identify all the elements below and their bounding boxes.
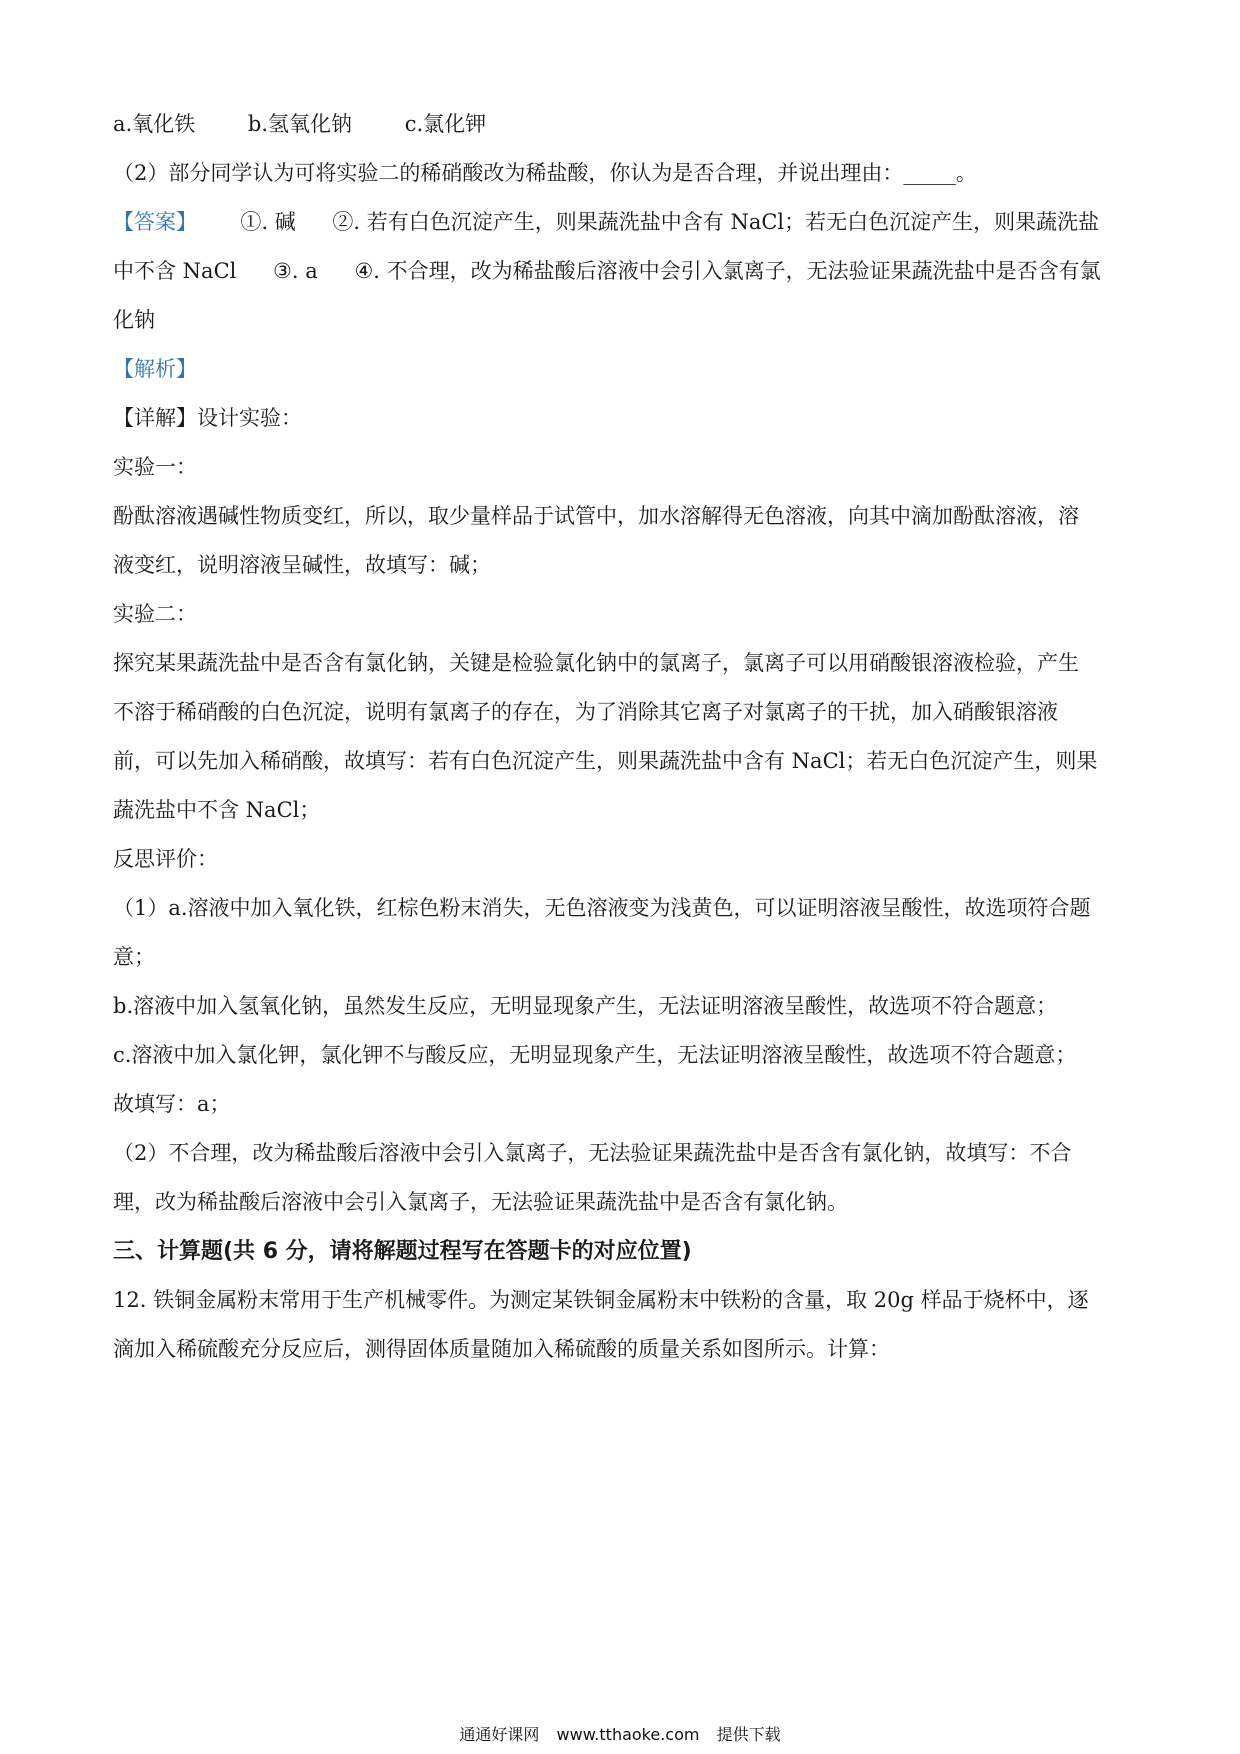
body-line: 不溶于稀硝酸的白色沉淀，说明有氯离子的存在，为了消除其它离子对氯离子的干扰，加入硝酸银溶液 [113, 700, 1058, 724]
footer-suffix: 提供下载 [716, 1725, 781, 1744]
body-line: （2）不合理，改为稀盐酸后溶液中会引入氯离子，无法验证果蔬洗盐中是否含有氯化钠，故填写：不合 [113, 1141, 1072, 1165]
answer-tag: 【答案】 [113, 210, 197, 234]
option-a: a.氧化铁 [113, 112, 196, 136]
answer-item-2: ②. 若有白色沉淀产生，则果蔬洗盐中含有 NaCl；若无白色沉淀产生，则果蔬洗盐 [332, 210, 1100, 234]
detail-tag: 【详解】 [113, 406, 197, 430]
footer-url[interactable]: www.tthaoke.com [556, 1725, 700, 1744]
body-line: 液变红，说明溶液呈碱性，故填写：碱； [113, 553, 491, 577]
body-line: 酚酞溶液遇碱性物质变红，所以，取少量样品于试管中，加水溶解得无色溶液，向其中滴加酚酞溶液，溶 [113, 504, 1079, 528]
body-line: 探究某果蔬洗盐中是否含有氯化钠，关键是检验氯化钠中的氯离子，氯离子可以用硝酸银溶液检验，产生 [113, 651, 1079, 675]
answer-line-3: 化钠 [113, 308, 155, 332]
analysis-tag: 【解析】 [113, 357, 197, 381]
page-footer [0, 1722, 1240, 1745]
body-line: 实验二： [113, 602, 197, 626]
answer-line-1 [113, 198, 1133, 247]
body-line: 反思评价： [113, 847, 218, 871]
answer-item-1: ①. 碱 [240, 210, 296, 234]
body-line: （1）a.溶液中加入氧化铁，红棕色粉末消失，无色溶液变为浅黄色，可以证明溶液呈酸性，故选项符合题 [113, 896, 1091, 920]
question-12-line: 滴加入稀硫酸充分反应后，测得固体质量随加入稀硫酸的质量关系如图所示。计算： [113, 1337, 890, 1361]
option-c: c.氯化钾 [404, 112, 487, 136]
question-2: （2）部分同学认为可将实验二的稀硝酸改为稀盐酸，你认为是否合理，并说出理由：_____。 [113, 161, 977, 185]
detail-line [113, 394, 1133, 443]
answer-item-4: ④. 不合理，改为稀盐酸后溶液中会引入氯离子，无法验证果蔬洗盐中是否含有氯 [354, 259, 1101, 283]
section-heading: 三、计算题(共 6 分，请将解题过程写在答题卡的对应位置) [113, 1239, 692, 1264]
body-line: c.溶液中加入氯化钾，氯化钾不与酸反应，无明显现象产生，无法证明溶液呈酸性，故选项不符合题意； [113, 1043, 1077, 1067]
detail-title: 设计实验： [197, 406, 302, 430]
option-b: b.氢氧化钠 [247, 112, 353, 136]
document-page [113, 100, 1133, 1374]
body-line: 理，改为稀盐酸后溶液中会引入氯离子，无法验证果蔬洗盐中是否含有氯化钠。 [113, 1190, 848, 1214]
body-line: 前，可以先加入稀硝酸，故填写：若有白色沉淀产生，则果蔬洗盐中含有 NaCl；若无白色沉淀产生，则果 [113, 749, 1098, 773]
body-line: 意； [113, 945, 155, 969]
body-line: 故填写：a； [113, 1092, 231, 1116]
answer-item-3: ③. a [273, 259, 318, 283]
body-line: 实验一： [113, 455, 197, 479]
answer-line-2-part-1: 中不含 NaCl [113, 259, 237, 283]
footer-site-name: 通通好课网 [459, 1725, 540, 1744]
body-line: 蔬洗盐中不含 NaCl； [113, 798, 321, 822]
answer-line-2 [113, 247, 1133, 296]
question-12-line: 12. 铁铜金属粉末常用于生产机械零件。为测定某铁铜金属粉末中铁粉的含量，取 20g 样品于烧杯中，逐 [113, 1288, 1089, 1312]
options-line [113, 100, 1133, 149]
body-line: b.溶液中加入氢氧化钠，虽然发生反应，无明显现象产生，无法证明溶液呈酸性，故选项不符合题意； [113, 994, 1058, 1018]
